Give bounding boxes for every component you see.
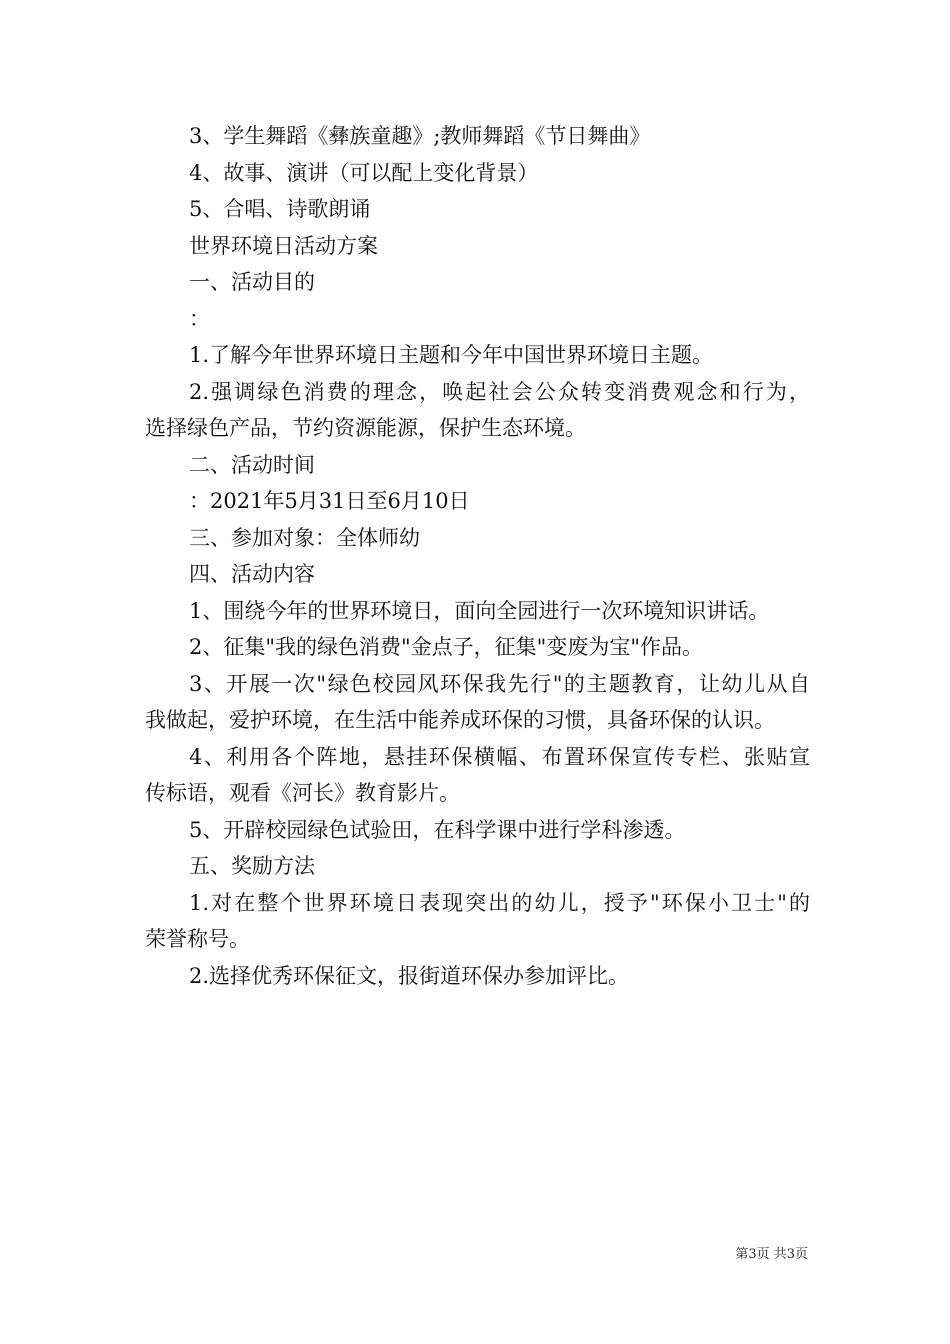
activity-time: ：2021年5月31日至6月10日 xyxy=(189,489,470,513)
section-heading-content: 四、活动内容 xyxy=(189,562,315,586)
content-item-3-line-2: 我做起，爱护环境，在生活中能养成环保的习惯，具备环保的认识。 xyxy=(145,708,775,732)
content-item-1: 1、围绕今年的世界环境日，面向全园进行一次环境知识讲话。 xyxy=(189,598,770,623)
reward-item-2: 2.选择优秀环保征文，报街道环保办参加评比。 xyxy=(189,963,630,988)
program-item-3: 3、学生舞蹈《彝族童趣》;教师舞蹈《节日舞曲》 xyxy=(189,124,651,148)
section-heading-rewards: 五、奖励方法 xyxy=(189,854,315,878)
content-item-2: 2、征集"我的绿色消费"金点子，征集"变废为宝"作品。 xyxy=(189,635,703,659)
reward-item-1-line-1: 1.对在整个世界环境日表现突出的幼儿，授予"环保小卫士"的 xyxy=(189,890,810,915)
content-item-5: 5、开辟校园绿色试验田，在科学课中进行学科渗透。 xyxy=(189,817,686,842)
reward-item-1-line-2: 荣誉称号。 xyxy=(145,927,250,951)
section-heading-time: 二、活动时间 xyxy=(189,452,315,477)
program-item-4: 4、故事、演讲（可以配上变化背景） xyxy=(189,160,539,185)
content-item-3-line-1: 3、开展一次"绿色校园风环保我先行"的主题教育，让幼儿从自 xyxy=(189,671,810,696)
purpose-item-2-line-2: 选择绿色产品，节约资源能源，保护生态环境。 xyxy=(145,416,586,440)
content-item-4-line-2: 传标语，观看《河长》教育影片。 xyxy=(145,781,460,805)
purpose-item-1: 1.了解今年世界环境日主题和今年中国世界环境日主题。 xyxy=(189,343,714,367)
section-heading-purpose: 一、活动目的 xyxy=(189,270,315,294)
plan-title: 世界环境日活动方案 xyxy=(189,233,378,258)
page-number-footer: 第3页 共3页 xyxy=(735,1247,808,1262)
purpose-item-2-line-1: 2.强调绿色消费的理念，唤起社会公众转变消费观念和行为， xyxy=(189,379,810,404)
purpose-colon: ： xyxy=(189,306,210,331)
section-heading-participants: 三、参加对象：全体师幼 xyxy=(189,525,420,550)
content-item-4-line-1: 4、利用各个阵地，悬挂环保横幅、布置环保宣传专栏、张贴宣 xyxy=(189,744,810,769)
program-item-5: 5、合唱、诗歌朗诵 xyxy=(189,197,371,221)
document-body xyxy=(145,118,810,994)
